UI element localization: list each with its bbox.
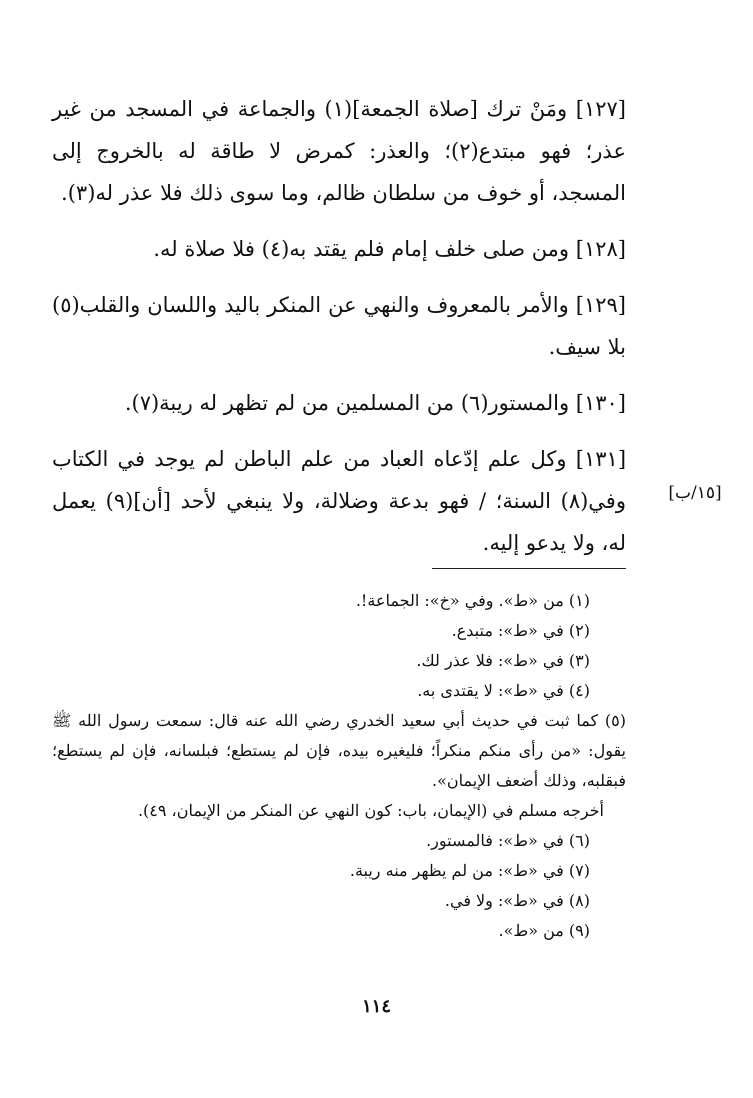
footnote-2: (٢) في «ط»: متبدع.: [451, 621, 590, 640]
paragraph-130: [١٣٠] والمستور(٦) من المسلمين من لم تظهر له ريبة(٧).: [124, 391, 626, 415]
footnote-5: (٥) كما ثبت في حديث أبي سعيد الخدري رضي الله عنه قال: سمعت رسول الله ﷺ يقول: «من رأى منكم منكراً؛ فليغيره بيده، فإن لم يستطع؛ فبلسانه، فإن لم يستطع؛ فبقلبه، وذلك أضعف الإيمان».: [52, 711, 626, 790]
footnote-9: (٩) من «ط».: [498, 921, 590, 940]
footnotes-block: [52, 586, 626, 946]
main-text-block: [52, 88, 626, 578]
footnote-3: (٣) في «ط»: فلا عذر لك.: [416, 651, 590, 670]
paragraph-128: [١٢٨] ومن صلى خلف إمام فلم يقتد به(٤) فلا صلاة له.: [153, 237, 626, 261]
footnote-4: (٤) في «ط»: لا يقتدى به.: [417, 681, 590, 700]
footnote-1: (١) من «ط». وفي «خ»: الجماعة!.: [355, 591, 590, 610]
paragraph-127: [١٢٧] ومَنْ ترك [صلاة الجمعة](١) والجماعة في المسجد من غير عذر؛ فهو مبتدع(٢)؛ والعذر: كمرض لا طاقة له بالخروج إلى المسجد، أو خوف من سلطان ظالم، وما سوى ذلك فلا عذر له(٣).: [52, 97, 626, 205]
manuscript-folio-marker: [١٥/ب]: [668, 483, 722, 503]
paragraph-129: [١٢٩] والأمر بالمعروف والنهي عن المنكر باليد واللسان والقلب(٥) بلا سيف.: [52, 293, 626, 359]
footnote-7: (٧) في «ط»: من لم يظهر منه ريبة.: [349, 861, 590, 880]
paragraph-131: [١٣١] وكل علم إدّعاه العباد من علم الباطن لم يوجد في الكتاب وفي(٨) السنة؛ / فهو بدعة وضلالة، ولا ينبغي لأحد [أن](٩) يعمل له، ولا يدعو إليه.: [52, 447, 627, 555]
page-number: ١١٤: [361, 996, 391, 1017]
footnote-6: (٦) في «ط»: فالمستور.: [426, 831, 590, 850]
footnote-5-source: أخرجه مسلم في (الإيمان، باب: كون النهي عن المنكر من الإيمان، ٤٩).: [137, 801, 604, 820]
footnote-8: (٨) في «ط»: ولا في.: [444, 891, 590, 910]
footnote-divider: [432, 568, 626, 569]
